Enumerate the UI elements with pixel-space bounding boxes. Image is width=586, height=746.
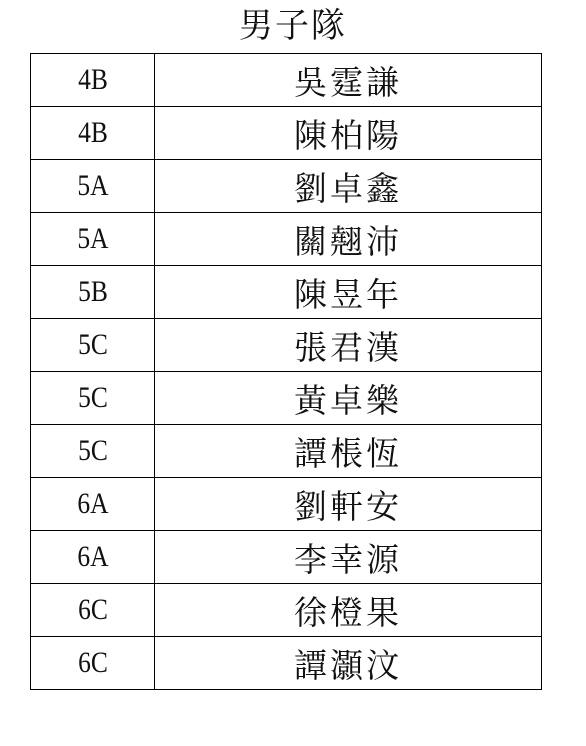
class-cell: 5C xyxy=(40,319,145,372)
student-name-cell: 徐橙果 xyxy=(155,584,542,637)
student-name-cell: 譚灝汶 xyxy=(155,637,542,690)
page-title: 男子隊 xyxy=(239,6,347,46)
table-row xyxy=(31,160,542,213)
class-cell: 6A xyxy=(40,531,145,584)
class-cell: 6C xyxy=(40,637,145,690)
table-row xyxy=(31,425,542,478)
student-name-cell: 陳昱年 xyxy=(155,266,542,319)
class-cell: 6C xyxy=(40,584,145,637)
table-row xyxy=(31,531,542,584)
table-row xyxy=(31,372,542,425)
table-row xyxy=(31,584,542,637)
class-cell: 6A xyxy=(40,478,145,531)
class-cell: 5B xyxy=(40,266,145,319)
student-name-cell: 李幸源 xyxy=(155,531,542,584)
class-cell: 4B xyxy=(40,107,145,160)
student-name-cell: 關翹沛 xyxy=(155,213,542,266)
student-name-cell: 劉卓鑫 xyxy=(155,160,542,213)
student-name-cell: 譚棖恆 xyxy=(155,425,542,478)
student-name-cell: 劉軒安 xyxy=(155,478,542,531)
class-cell: 5A xyxy=(40,160,145,213)
table-row xyxy=(31,213,542,266)
table-row xyxy=(31,478,542,531)
table-row xyxy=(31,54,542,107)
table-row xyxy=(31,107,542,160)
student-name-cell: 吳霆謙 xyxy=(155,54,542,107)
class-cell: 5C xyxy=(40,372,145,425)
table-row xyxy=(31,637,542,690)
class-cell: 5C xyxy=(40,425,145,478)
team-roster-table xyxy=(30,53,542,690)
student-name-cell: 陳柏陽 xyxy=(155,107,542,160)
class-cell: 4B xyxy=(40,54,145,107)
table-row xyxy=(31,266,542,319)
student-name-cell: 黃卓樂 xyxy=(155,372,542,425)
student-name-cell: 張君漢 xyxy=(155,319,542,372)
class-cell: 5A xyxy=(40,213,145,266)
table-row xyxy=(31,319,542,372)
roster-body xyxy=(31,54,542,690)
